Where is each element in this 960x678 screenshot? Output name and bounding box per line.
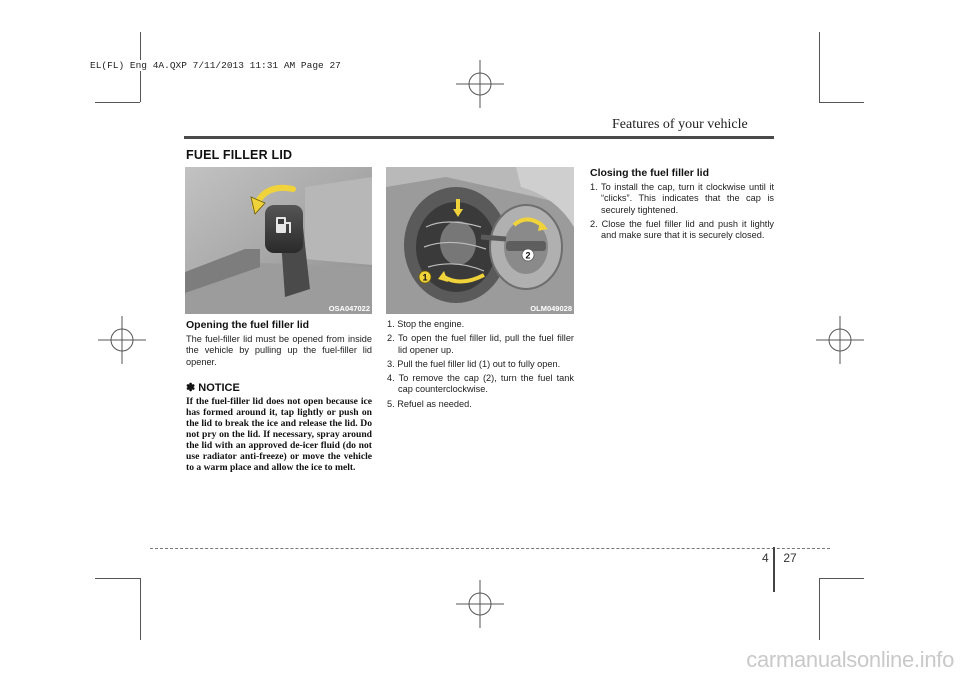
closing-heading: Closing the fuel filler lid [590,167,710,179]
closing-steps-list [590,182,774,241]
list-item: 2. To open the fuel filler lid, pull the fuel filler lid opener up. [387,333,574,355]
photo-code-left: OSA047022 [328,304,370,313]
notice-title: ✽ NOTICE [186,381,240,394]
footer-dashed-rule [150,548,830,549]
fuel-cap-photo [386,167,574,314]
notice-body: If the fuel-filler lid does not open because ice has formed around it, tap lightly or push on the lid to break the ice and release the lid. Do not pry on the lid. If necessary, spray around the lid with an approved de-icer fluid (do not use radiator anti-freeze) or move the vehicle to a warm place and allow the ice to melt. [186,395,372,474]
fuel-filler-lid-title: FUEL FILLER LID [186,148,293,162]
opening-steps-list [387,319,574,410]
callout-1: 1 [422,272,428,283]
chapter-number: 4 [762,551,769,565]
registration-mark-left [96,314,148,366]
list-item: 5. Refuel as needed. [387,398,472,409]
middle-column [387,319,574,413]
registration-mark-bottom [454,578,506,630]
list-item: 4. To remove the cap (2), turn the fuel tank cap counterclockwise. [387,373,574,395]
list-item: 3. Pull the fuel filler lid (1) out to fully open. [387,358,561,369]
opening-body: The fuel-filler lid must be opened from inside the vehicle by pulling up the fuel-filler lid opener. [186,334,372,367]
list-item: 1. Stop the engine. [387,319,465,329]
list-item: 1. To install the cap, turn it clockwise until it “clicks”. This indicates that the cap is securely tightened. [590,182,774,215]
callout-2: 2 [525,250,531,261]
list-item: 2. Close the fuel filler lid and push it lightly and make sure that it is securely closed. [590,218,774,241]
header-rule [184,136,774,139]
right-column [590,167,774,244]
registration-mark-right [814,314,866,366]
page-number [762,551,797,565]
left-column [186,319,372,474]
opening-heading: Opening the fuel filler lid [186,319,310,331]
section-title: Features of your vehicle [612,117,748,132]
page-number-value: 27 [783,551,797,565]
watermark: carmanualsonline.info [746,647,954,672]
photo-code-middle: OLM049028 [530,304,572,313]
fuel-lid-opener-photo [185,167,372,314]
registration-mark-top [454,58,506,110]
print-header: EL(FL) Eng 4A.QXP 7/11/2013 11:31 AM Page 27 [90,60,341,71]
